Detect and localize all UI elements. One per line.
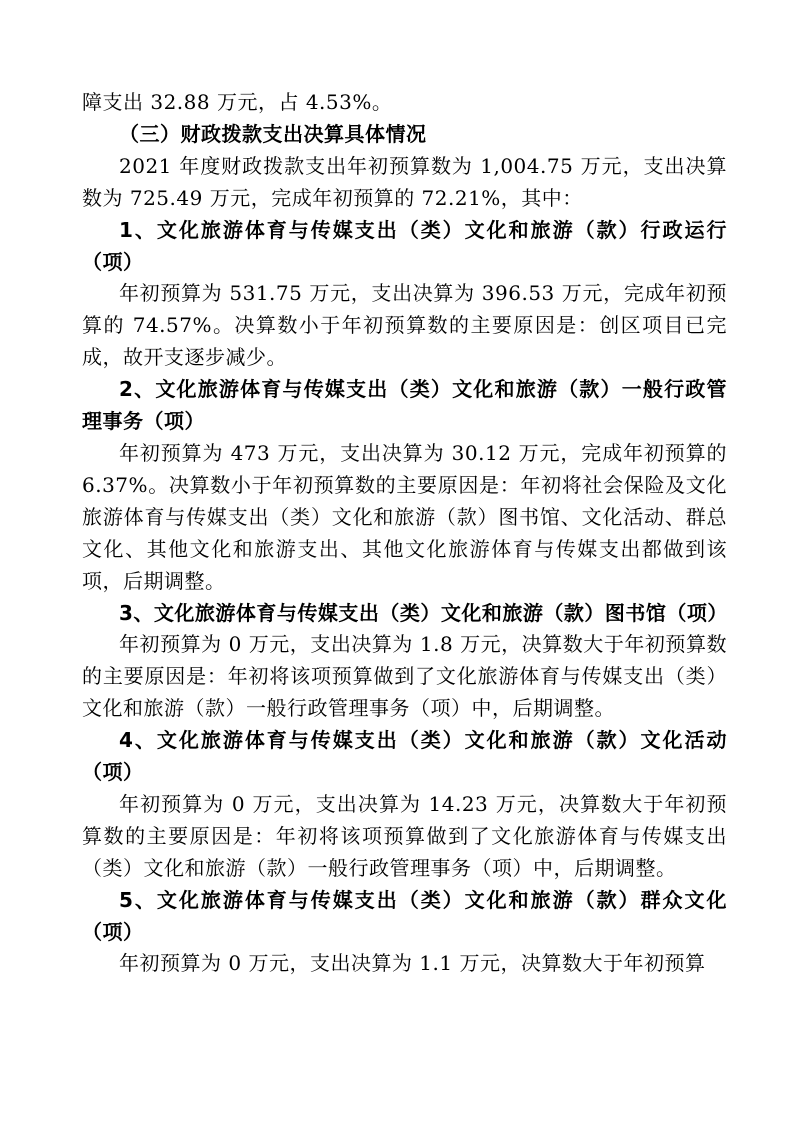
item-heading: 2、文化旅游体育与传媒支出（类）文化和旅游（款）一般行政管理事务（项） [82, 377, 727, 434]
body-paragraph: 年初预算为 0 万元，支出决算为 14.23 万元，决算数大于年初预算数的主要原因是：年初将该项预算做到了文化旅游体育与传媒支出（类）文化和旅游（款）一般行政管理事务（项）中，后期调整。 [82, 791, 727, 880]
item-heading: 3、文化旅游体育与传媒支出（类）文化和旅游（款）图书馆（项） [119, 600, 728, 625]
body-paragraph: 障支出 32.88 万元，占 4.53%。 [82, 90, 393, 114]
body-paragraph: 2021 年度财政拨款支出年初预算数为 1,004.75 万元，支出决算数为 725.49 万元，完成年初预算的 72.21%，其中： [82, 153, 727, 210]
item-heading: 4、文化旅游体育与传媒支出（类）文化和旅游（款）文化活动（项） [82, 728, 727, 785]
body-paragraph: 年初预算为 531.75 万元，支出决算为 396.53 万元，完成年初预算的 74.57%。决算数小于年初预算数的主要原因是：创区项目已完成，故开支逐步减少。 [82, 281, 727, 370]
item-heading: 5、文化旅游体育与传媒支出（类）文化和旅游（款）群众文化（项） [82, 887, 727, 944]
body-paragraph: 年初预算为 473 万元，支出决算为 30.12 万元，完成年初预算的 6.37%。决算数小于年初预算数的主要原因是：年初将社会保险及文化旅游体育与传媒支出（类）文化和旅游（款）图书馆、文化活动、群总文化、其他文化和旅游支出、其他文化旅游体育与传媒支出都做到该项，后期调整。 [82, 440, 727, 593]
section-heading: （三）财政拨款支出决算具体情况 [119, 121, 427, 146]
body-paragraph: 年初预算为 0 万元，支出决算为 1.8 万元，决算数大于年初预算数的主要原因是：年初将该项预算做到了文化旅游体育与传媒支出（类）文化和旅游（款）一般行政管理事务（项）中，后期调整。 [82, 632, 727, 721]
body-paragraph: 年初预算为 0 万元，支出决算为 1.1 万元，决算数大于年初预算 [119, 951, 706, 976]
item-heading: 1、文化旅游体育与传媒支出（类）文化和旅游（款）行政运行（项） [82, 217, 727, 274]
